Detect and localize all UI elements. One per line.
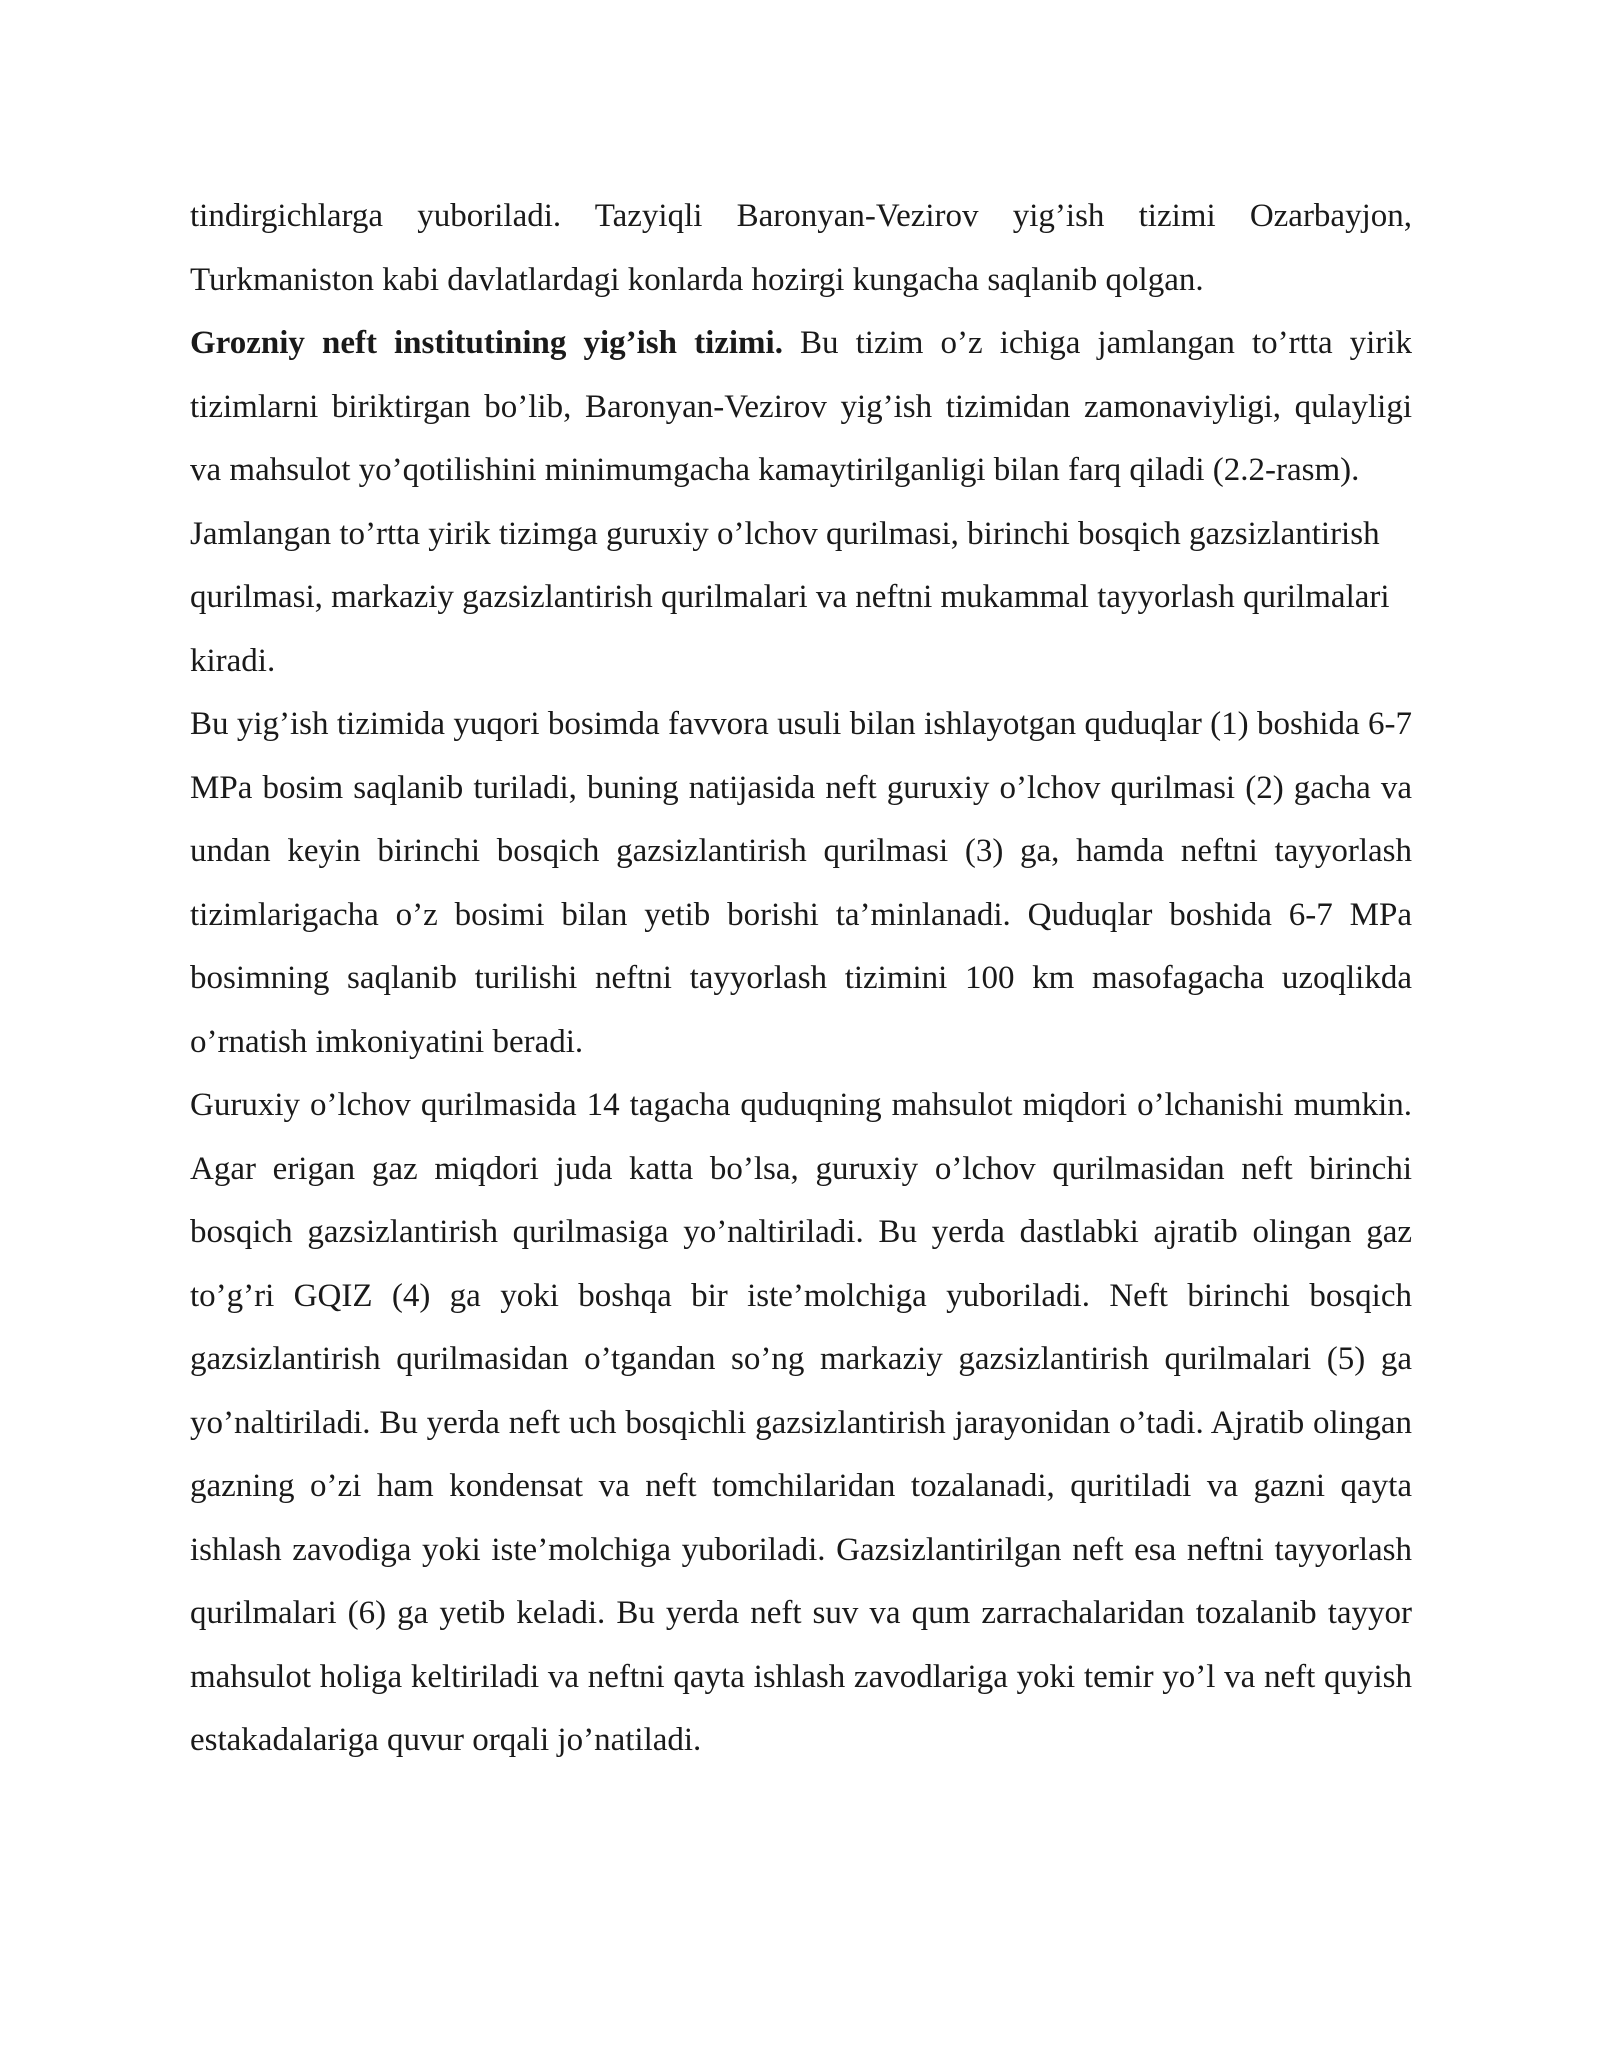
paragraph-1-text: tindirgichlarga yuboriladi. Tazyiqli Baronyan-Vezirov yig’ish tizimi Ozarbayjon, Turkmaniston kabi davlatlardagi konlarda hozirgi kungacha saqlanib qolgan. xyxy=(190,198,1412,298)
paragraph-1 xyxy=(190,185,1412,312)
paragraph-2 xyxy=(190,312,1412,503)
paragraph-3 xyxy=(190,503,1412,694)
paragraph-2-text: Bu tizim o’z ichiga jamlangan to’rtta yirik tizimlarni biriktirgan bo’lib, Baronyan-Vezirov yig’ish tizimidan zamonaviyligi, qulayligi va mahsulot yo’qotilishini minimumgacha kamaytirilganligi bilan farq qiladi (2.2-rasm). xyxy=(190,325,1412,488)
section-heading: Grozniy neft institutining yig’ish tizimi. xyxy=(190,325,783,361)
paragraph-5 xyxy=(190,1074,1412,1773)
paragraph-4-text: Bu yig’ish tizimida yuqori bosimda favvora usuli bilan ishlayotgan quduqlar (1) boshida 6-7 MPa bosim saqlanib turiladi, buning natijasida neft guruxiy o’lchov qurilmasi (2) gacha va undan keyin birinchi bosqich gazsizlantirish qurilmasi (3) ga, hamda neftni tayyorlash tizimlarigacha o’z bosimi bilan yetib borishi ta’minlanadi. Quduqlar boshida 6-7 MPa bosimning saqlanib turilishi neftni tayyorlash tizimini 100 km masofagacha uzoqlikda o’rnatish imkoniyatini beradi. xyxy=(190,706,1412,1060)
paragraph-3-text: Jamlangan to’rtta yirik tizimga guruxiy o’lchov qurilmasi, birinchi bosqich gazsizlantirish qurilmasi, markaziy gazsizlantirish qurilmalari va neftni mukammal tayyorlash qurilmalari kiradi. xyxy=(190,515,1390,679)
paragraph-5-text: Guruxiy o’lchov qurilmasida 14 tagacha quduqning mahsulot miqdori o’lchanishi mumkin. Agar erigan gaz miqdori juda katta bo’lsa, guruxiy o’lchov qurilmasidan neft birinchi bosqich gazsizlantirish qurilmasiga yo’naltiriladi. Bu yerda dastlabki ajratib olingan gaz to’g’ri GQIZ (4) ga yoki boshqa bir iste’molchiga yuboriladi. Neft birinchi bosqich gazsizlantirish qurilmasidan o’tgandan so’ng markaziy gazsizlantirish qurilmalari (5) ga yo’naltiriladi. Bu yerda neft uch bosqichli gazsizlantirish jarayonidan o’tadi. Ajratib olingan gazning o’zi ham kondensat va neft tomchilaridan tozalanadi, quritiladi va gazni qayta ishlash zavodiga yoki iste’molchiga yuboriladi. Gazsizlantirilgan neft esa neftni tayyorlash qurilmalari (6) ga yetib keladi. Bu yerda neft suv va qum zarrachalaridan tozalanib tayyor mahsulot holiga keltiriladi va neftni qayta ishlash zavodlariga yoki temir yo’l va neft quyish estakadalariga quvur orqali jo’natiladi. xyxy=(190,1087,1412,1758)
document-page xyxy=(190,185,1412,1773)
paragraph-4 xyxy=(190,693,1412,1074)
